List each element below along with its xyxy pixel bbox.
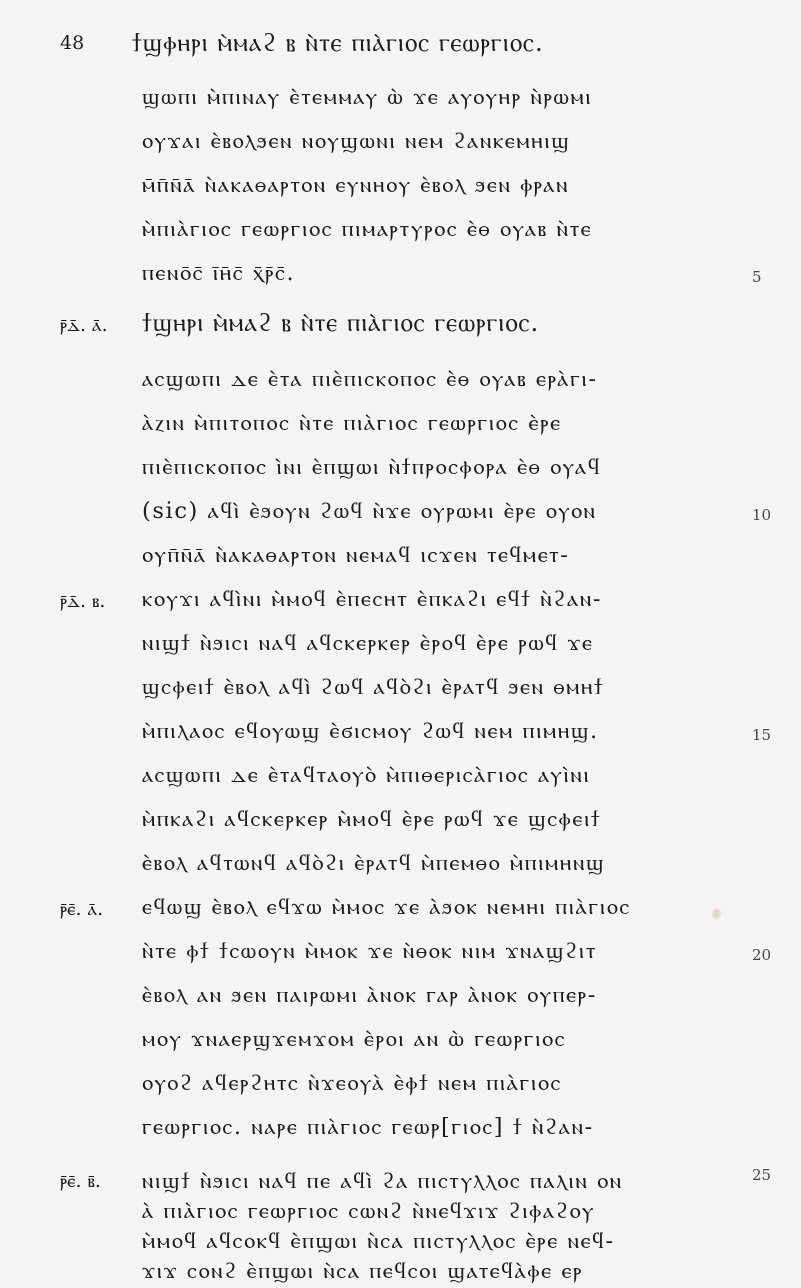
margin-reference: ⲣ̄ⲇ̄. ⲁ̄. (60, 314, 108, 336)
header-title: ϯϣⲫⲏⲣⲓ ⲙ̀ⲙⲁϩ ⲃ ⲛ̀ⲧⲉ ⲡⲓⲁ̀ⲅⲓⲟⲥ ⲅⲉⲱⲣⲅⲓⲟⲥ. (132, 28, 544, 57)
text-line: ⲙ̀ⲡⲓⲁ̀ⲅⲓⲟⲥ ⲅⲉⲱⲣⲅⲓⲟⲥ ⲡⲓⲙⲁⲣⲧⲩⲣⲟⲥ ⲉ̀ⲑ ⲟⲩⲁⲃ ⲛ̀ⲧⲉ (142, 216, 593, 242)
line-number: 5 (752, 268, 762, 286)
text-line: ⲁⲥϣⲱⲡⲓ ⲇⲉ ⲉ̀ⲧⲁϥⲧⲁⲟⲩⲟ̀ ⲙ̀ⲡⲓⲑⲉⲣⲓⲥⲁ̀ⲅⲓⲟⲥ ⲁⲩⲓ̀ⲛⲓ (142, 762, 591, 788)
text-line: ⲟⲩⲟϩ ⲁϥⲉⲣϩⲏⲧⲥ ⲛ̀ϫⲉⲟⲩⲁ̀ ⲉ̀ⲫϯ ⲛⲉⲙ ⲡⲓⲁ̀ⲅⲓⲟⲥ (142, 1070, 562, 1096)
text-line: ⲁ̀ ⲡⲓⲁ̀ⲅⲓⲟⲥ ⲅⲉⲱⲣⲅⲓⲟⲥ ⲥⲱⲛϩ ⲛ̀ⲛⲉϥϫⲓϫ ϩⲓⲫⲁϩⲟⲩ (142, 1198, 596, 1224)
text-line: ⲉ̀ⲃⲟⲗ ⲁⲛ ϧⲉⲛ ⲡⲁⲓⲣⲱⲙⲓ ⲁ̀ⲛⲟⲕ ⲅⲁⲣ ⲁ̀ⲛⲟⲕ ⲟⲩⲡⲉⲣ- (142, 982, 597, 1008)
text-line: ⲙ̀ⲡⲓⲗⲁⲟⲥ ⲉϥⲟⲩⲱϣ ⲉ̀ϭⲓⲥⲙⲟⲩ ϩⲱϥ ⲛⲉⲙ ⲡⲓⲙⲏϣ. (142, 718, 599, 744)
margin-reference: ⲣ̄ⲉ̄. ⲃ̄. (60, 1170, 101, 1192)
line-number: 20 (752, 946, 772, 964)
line-number: 25 (752, 1166, 772, 1184)
paper-stain (712, 908, 721, 920)
text-line: ⲟⲩϫⲁⲓ ⲉ̀ⲃⲟⲗϧⲉⲛ ⲛⲟⲩϣⲱⲛⲓ ⲛⲉⲙ ϩⲁⲛⲕⲉⲙⲏⲓϣ (142, 128, 571, 154)
text-line: ⲁⲥϣⲱⲡⲓ ⲇⲉ ⲉ̀ⲧⲁ ⲡⲓⲉ̀ⲡⲓⲥⲕⲟⲡⲟⲥ ⲉ̀ⲑ ⲟⲩⲁⲃ ⲉⲣⲁ̀ⲅⲓ- (142, 366, 598, 392)
text-line: ⲙ̀ⲡⲕⲁϩⲓ ⲁϥⲥⲕⲉⲣⲕⲉⲣ ⲙ̀ⲙⲟϥ ⲉ̀ⲣⲉ ⲣⲱϥ ϫⲉ ϣⲥⲫⲉⲓϯ (142, 806, 602, 832)
text-line: ⲡⲉⲛⲟ̄ⲥ̄ ⲓ̄ⲏ̄ⲥ̄ ⲭ̄ⲣ̄ⲥ̄. (142, 260, 296, 286)
line-number: 15 (752, 726, 772, 744)
text-line: ⲛ̀ⲧⲉ ⲫϯ ϯⲥⲱⲟⲩⲛ ⲙ̀ⲙⲟⲕ ϫⲉ ⲛ̀ⲑⲟⲕ ⲛⲓⲙ ϫⲛⲁϣϩⲓⲧ (142, 938, 598, 964)
text-line: ⲟⲩⲡ̄ⲛ̄ⲁ̄ ⲛ̀ⲁⲕⲁⲑⲁⲣⲧⲟⲛ ⲛⲉⲙⲁϥ ⲓⲥϫⲉⲛ ⲧⲉϥⲙⲉⲧ- (142, 542, 570, 568)
text-line: ⲛⲓϣϯ ⲛ̀ϧⲓⲥⲓ ⲛⲁϥ ⲁϥⲥⲕⲉⲣⲕⲉⲣ ⲉ̀ⲣⲟϥ ⲉ̀ⲣⲉ ⲣⲱϥ ϫⲉ (142, 630, 594, 656)
margin-reference: ⲣ̄ⲇ̄. ⲃ. (60, 590, 106, 612)
running-head (60, 28, 780, 68)
text-line: ϣⲥⲫⲉⲓϯ ⲉ̀ⲃⲟⲗ ⲁϥⲓ̀ ϩⲱϥ ⲁϥⲟ̀ϩⲓ ⲉ̀ⲣⲁⲧϥ ϧⲉⲛ ⲑⲙⲏϯ (142, 674, 605, 700)
text-line: ϣⲱⲡⲓ ⲙ̀ⲡⲓⲛⲁⲩ ⲉ̀ⲧⲉⲙⲙⲁⲩ ⲱ̀ ϫⲉ ⲁⲩⲟⲩⲏⲣ ⲛ̀ⲣⲱⲙⲓ (142, 84, 593, 110)
text-line: ⲙⲟⲩ ϫⲛⲁⲉⲣϣϫⲉⲙϫⲟⲙ ⲉ̀ⲣⲟⲓ ⲁⲛ ⲱ̀ ⲅⲉⲱⲣⲅⲓⲟⲥ (142, 1026, 567, 1052)
text-line: ⲙ̄ⲡ̄ⲛ̄ⲁ̄ ⲛ̀ⲁⲕⲁⲑⲁⲣⲧⲟⲛ ⲉⲩⲛⲏⲟⲩ ⲉ̀ⲃⲟⲗ ϧⲉⲛ ⲫⲣⲁⲛ (142, 172, 570, 198)
text-line: ϫⲓϫ ⲥⲟⲛϩ ⲉ̀ⲡϣⲱⲓ ⲛ̀ⲥⲁ ⲡⲉϥⲥⲟⲓ ϣⲁⲧⲉϥⲁ̀ⲫⲉ ⲉⲣ (142, 1258, 584, 1284)
section-heading: ϯϣⲏⲣⲓ ⲙ̀ⲙⲁϩ ⲃ ⲛ̀ⲧⲉ ⲡⲓⲁ̀ⲅⲓⲟⲥ ⲅⲉⲱⲣⲅⲓⲟⲥ. (142, 308, 540, 337)
text-line: (sic) ⲁϥⲓ̀ ⲉ̀ϧⲟⲩⲛ ϩⲱϥ ⲛ̀ϫⲉ ⲟⲩⲣⲱⲙⲓ ⲉ̀ⲣⲉ ⲟⲩⲟⲛ (142, 498, 597, 524)
text-line: ⲉϥⲱϣ ⲉ̀ⲃⲟⲗ ⲉϥϫⲱ ⲙ̀ⲙⲟⲥ ϫⲉ ⲁ̀ϧⲟⲕ ⲛⲉⲙⲏⲓ ⲡⲓⲁ̀ⲅⲓⲟⲥ (142, 894, 631, 920)
text-line: ⲙ̀ⲙⲟϥ ⲁϥⲥⲟⲕϥ ⲉ̀ⲡϣⲱⲓ ⲛ̀ⲥⲁ ⲡⲓⲥⲧⲩⲗⲗⲟⲥ ⲉ̀ⲣⲉ ⲛⲉϥ- (142, 1228, 615, 1254)
text-line: ⲡⲓⲉ̀ⲡⲓⲥⲕⲟⲡⲟⲥ ⲓ̀ⲛⲓ ⲉ̀ⲡϣⲱⲓ ⲛ̀ϯⲡⲣⲟⲥⲫⲟⲣⲁ ⲉ̀ⲑ ⲟⲩⲁϥ (142, 454, 602, 480)
text-line: ⲕⲟⲩϫⲓ ⲁϥⲓ̀ⲛⲓ ⲙ̀ⲙⲟϥ ⲉ̀ⲡⲉⲥⲏⲧ ⲉ̀ⲡⲕⲁϩⲓ ⲉϥϯ ⲛ̀ϩⲁⲛ- (142, 586, 603, 612)
margin-reference: ⲣ̄ⲉ̄. ⲁ̄. (60, 898, 104, 920)
text-line: ⲉ̀ⲃⲟⲗ ⲁϥⲧⲱⲛϥ ⲁϥⲟ̀ϩⲓ ⲉ̀ⲣⲁⲧϥ ⲙ̀ⲡⲉⲙⲑⲟ ⲙ̀ⲡⲓⲙⲏⲛϣ (142, 850, 606, 876)
text-line: ⲛⲓϣϯ ⲛ̀ϧⲓⲥⲓ ⲛⲁϥ ⲡⲉ ⲁϥⲓ̀ ϩⲁ ⲡⲓⲥⲧⲩⲗⲗⲟⲥ ⲡⲁⲗⲓⲛ ⲟⲛ (142, 1168, 623, 1194)
page-number: 48 (60, 32, 85, 54)
text-line: ⲅⲉⲱⲣⲅⲓⲟⲥ. ⲛⲁⲣⲉ ⲡⲓⲁ̀ⲅⲓⲟⲥ ⲅⲉⲱⲣ[ⲅⲓⲟⲥ] ϯ ⲛ̀ϩⲁⲛ- (142, 1114, 594, 1140)
text-line: ⲁ̀ⲍⲓⲛ ⲙ̀ⲡⲓⲧⲟⲡⲟⲥ ⲛ̀ⲧⲉ ⲡⲓⲁ̀ⲅⲓⲟⲥ ⲅⲉⲱⲣⲅⲓⲟⲥ ⲉ̀ⲣⲉ (142, 410, 562, 436)
line-number: 10 (752, 506, 772, 524)
